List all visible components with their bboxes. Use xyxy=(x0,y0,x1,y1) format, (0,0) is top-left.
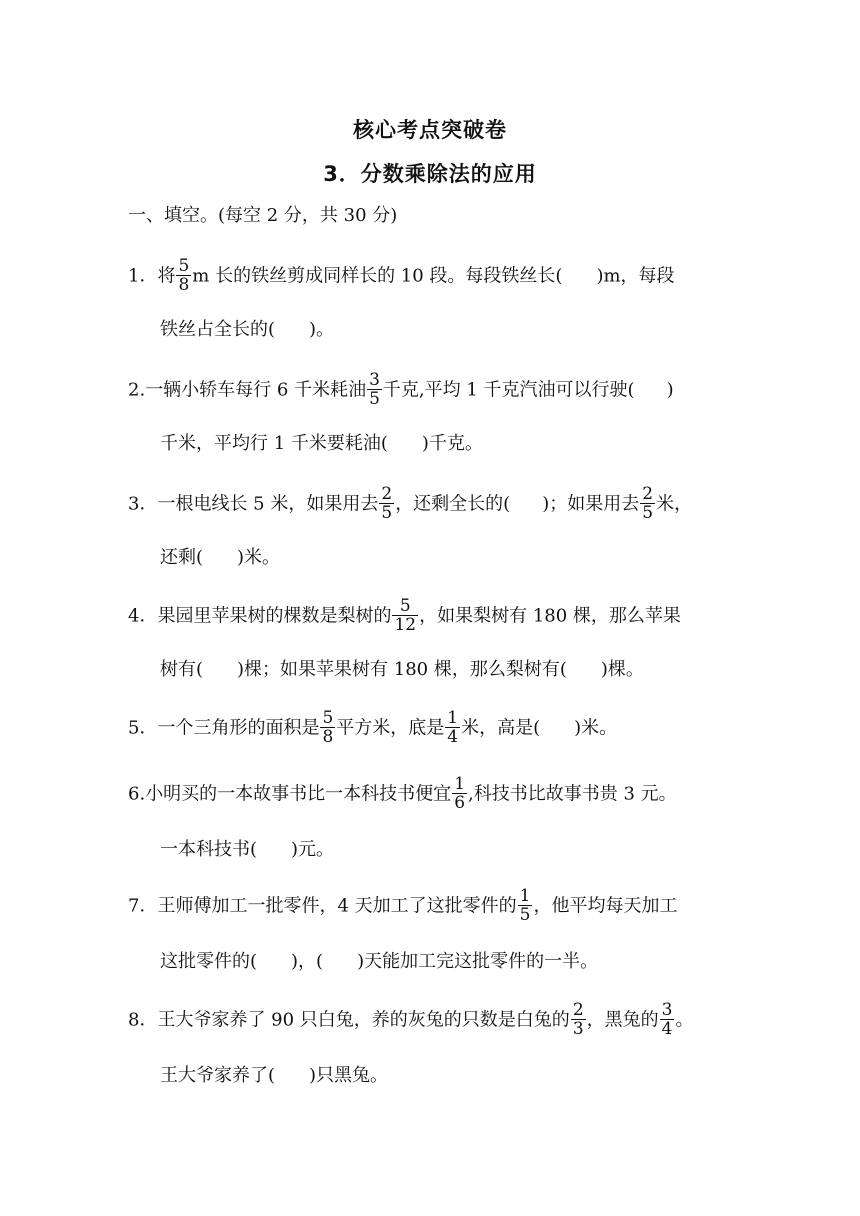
question-text: )，( xyxy=(291,951,324,972)
question-text: ) xyxy=(666,379,674,401)
question-text: 千克,平均 1 千克汽油可以行驶( xyxy=(382,379,635,401)
question-number: 2. xyxy=(128,379,146,401)
question-text: )千克。 xyxy=(421,433,483,454)
question-text: 千米，平均行 1 千米要耗油( xyxy=(160,433,388,454)
question-text: )天能加工完这批零件的一半。 xyxy=(357,951,599,972)
question-text: 这批零件的( xyxy=(160,951,258,972)
fraction: $\frac{5}{12}$ xyxy=(394,596,417,635)
question-text: 王大爷家养了 90 只白兔，养的灰兔的只数是白兔的 xyxy=(157,1009,570,1031)
question-6-line-2 xyxy=(160,836,334,864)
question-text: 树有( xyxy=(160,659,204,680)
question-text: 果园里苹果树的棵数是梨树的 xyxy=(157,605,392,627)
question-number: 8． xyxy=(128,1009,158,1031)
question-4 xyxy=(128,598,681,635)
question-text: m 长的铁丝剪成同样长的 10 段。每段铁丝长( xyxy=(192,265,563,287)
question-7 xyxy=(128,888,677,925)
fraction: $\frac{3}{4}$ xyxy=(661,1000,673,1039)
question-text: 一本科技书( xyxy=(160,839,258,860)
question-text: 米，高是( xyxy=(461,717,541,739)
question-text: )m，每段 xyxy=(596,265,675,287)
question-text: )；如果用去 xyxy=(542,493,640,515)
fraction: $\frac{2}{5}$ xyxy=(381,484,393,523)
question-text: 铁丝占全长的( xyxy=(160,319,276,340)
question-number: 5． xyxy=(128,717,158,739)
page-subtitle: 3．分数乘除法的应用 xyxy=(323,162,537,186)
question-text: )只黑兔。 xyxy=(309,1065,389,1086)
fraction: $\frac{2}{5}$ xyxy=(642,484,654,523)
question-8-line-2 xyxy=(160,1062,388,1090)
question-text: ，他平均每天加工 xyxy=(533,895,678,917)
question-text: 平方米，底是 xyxy=(336,717,445,739)
question-1-line-2 xyxy=(160,316,334,344)
fraction: $\frac{3}{5}$ xyxy=(369,370,380,409)
question-text: 一个三角形的面积是 xyxy=(157,717,320,739)
question-number: 4． xyxy=(128,605,158,627)
fraction: $\frac{1}{4}$ xyxy=(447,708,459,747)
question-2 xyxy=(128,372,674,409)
question-text: 小明买的一本故事书比一本科技书便宜 xyxy=(145,783,452,805)
question-number: 3． xyxy=(128,493,158,515)
section-heading: 一、填空。(每空 2 分，共 30 分) xyxy=(128,205,398,226)
fraction: $\frac{1}{6}$ xyxy=(454,774,466,813)
question-text: 王大爷家养了( xyxy=(160,1065,276,1086)
question-1 xyxy=(128,258,675,295)
fraction: $\frac{5}{8}$ xyxy=(322,708,334,747)
question-text: ，如果梨树有 180 棵，那么苹果 xyxy=(419,605,681,627)
question-text: ,科技书比故事书贵 3 元。 xyxy=(468,783,677,805)
question-text: ，黑兔的 xyxy=(586,1009,659,1031)
question-text: 将 xyxy=(157,265,176,287)
question-text: )棵。 xyxy=(600,659,644,680)
question-text: 一根电线长 5 米，如果用去 xyxy=(157,493,379,515)
question-text: )棵；如果苹果树有 180 棵，那么梨树有( xyxy=(237,659,567,680)
question-text: 一辆小轿车每行 6 千米耗油 xyxy=(145,379,367,401)
question-text: 。 xyxy=(675,1009,694,1031)
fraction: $\frac{5}{8}$ xyxy=(178,256,190,295)
question-text: 还剩( xyxy=(160,547,204,568)
fraction: $\frac{1}{5}$ xyxy=(519,886,531,925)
question-5 xyxy=(128,710,617,747)
question-2-line-2 xyxy=(160,430,483,458)
question-8 xyxy=(128,1002,693,1039)
question-text: )。 xyxy=(309,319,335,340)
question-6 xyxy=(128,776,677,813)
question-text: )米。 xyxy=(574,717,618,739)
question-text: )元。 xyxy=(291,839,335,860)
question-text: 王师傅加工一批零件，4 天加工了这批零件的 xyxy=(157,895,517,917)
question-text: ，还剩全长的( xyxy=(395,493,511,515)
fraction: $\frac{2}{3}$ xyxy=(572,1000,584,1039)
question-4-line-2 xyxy=(160,656,644,684)
question-number: 7． xyxy=(128,895,158,917)
question-3 xyxy=(128,486,692,523)
question-number: 6. xyxy=(128,783,146,805)
page-title: 核心考点突破卷 xyxy=(353,118,507,142)
question-text: 米， xyxy=(656,493,693,515)
question-3-line-2 xyxy=(160,544,280,572)
question-number: 1． xyxy=(128,265,158,287)
question-text: )米。 xyxy=(237,547,281,568)
question-7-line-2 xyxy=(160,948,598,976)
